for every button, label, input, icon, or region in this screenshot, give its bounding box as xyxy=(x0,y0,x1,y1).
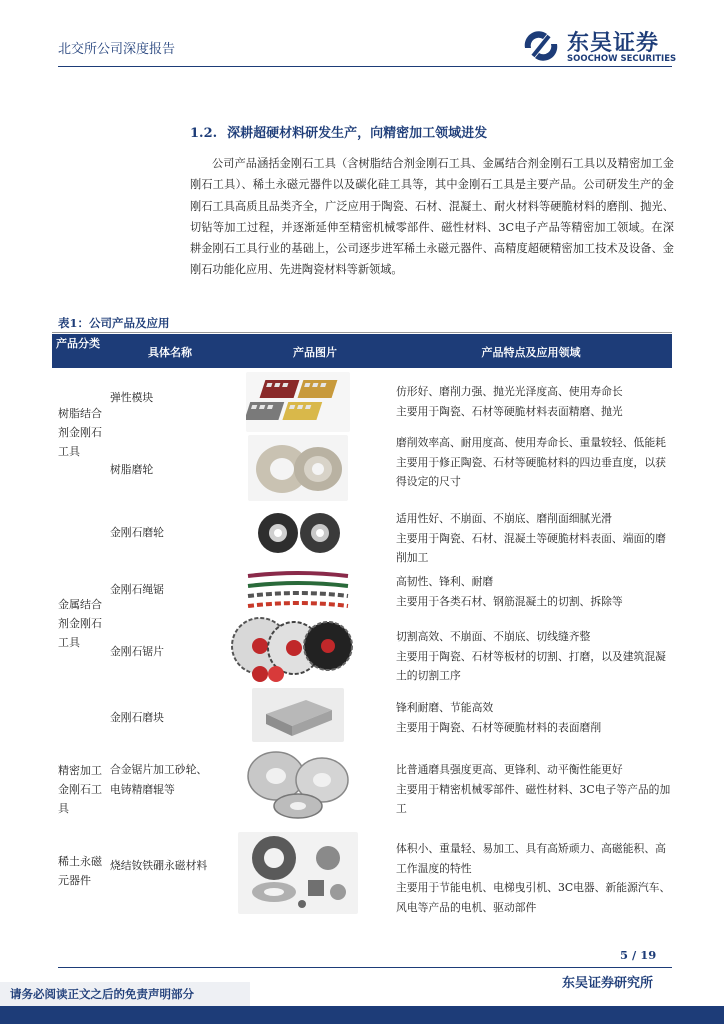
table-top-rule xyxy=(52,332,672,333)
row-name: 树脂磨轮 xyxy=(110,463,154,476)
row-name: 合金锯片加工砂轮、电铸精磨辊等 xyxy=(110,763,208,796)
row-description: 体积小、重量轻、易加工、具有高矫顽力、高磁能积、高工作温度的特性 主要用于节能电机、电梯曳引机、3C电器、新能源汽车、风电等产品的电机、驱动部件 xyxy=(396,842,671,914)
header-divider xyxy=(58,66,672,67)
row-name: 金刚石绳锯 xyxy=(110,583,164,596)
footer-bar xyxy=(0,1006,724,1024)
header-features: 产品特点及应用领域 xyxy=(481,346,581,359)
row-description: 锋利耐磨、节能高效 主要用于陶瓷、石材等硬脆材料的表面磨削 xyxy=(396,701,602,734)
disclaimer-banner xyxy=(0,982,250,1006)
table-caption: 表1：公司产品及应用 xyxy=(58,316,170,330)
row-description: 磨削效率高、耐用度高、使用寿命长、重量较轻、低能耗 主要用于修正陶瓷、石材等硬脆材料的四边垂直度，以获得设定的尺寸 xyxy=(396,436,666,488)
category-resin-bond: 树脂结合剂金刚石工具 xyxy=(58,407,102,458)
category-precision: 精密加工金刚石工具 xyxy=(58,764,102,815)
report-type-label: 北交所公司深度报告 xyxy=(58,42,176,57)
footer-divider xyxy=(58,967,672,968)
category-rare-earth-magnet: 稀土永磁元器件 xyxy=(58,855,102,887)
section-heading xyxy=(190,122,487,141)
precision-grinding-wheel-image xyxy=(240,746,356,822)
row-name: 弹性模块 xyxy=(110,391,154,404)
row-description: 仿形好、磨削力强、抛光光泽度高、使用寿命长 主要用于陶瓷、石材等硬脆材料表面精磨、抛光 xyxy=(396,385,623,418)
section-number: 1.2. xyxy=(190,126,218,141)
row-description: 比普通磨具强度更高、更锋利、动平衡性能更好 主要用于精密机械零部件、磁性材料、3C电子等产品的加工 xyxy=(396,763,671,815)
diamond-saw-blade-image xyxy=(230,614,354,684)
row-description: 高韧性、锋利、耐磨 主要用于各类石材、钢筋混凝土的切割、拆除等 xyxy=(396,575,623,608)
table-header-row xyxy=(52,334,672,368)
soochow-logo-mark-icon xyxy=(521,26,561,66)
diamond-block-image xyxy=(252,688,344,742)
logo-english-name: SOOCHOW SECURITIES xyxy=(567,54,677,64)
institute-name: 东吴证券研究所 xyxy=(562,976,654,991)
header-image: 产品图片 xyxy=(293,346,337,359)
resin-wheel-image xyxy=(248,435,348,501)
diamond-wheel-image xyxy=(250,510,346,556)
row-description: 切割高效、不崩面、不崩底、切线缝齐整 主要用于陶瓷、石材等板材的切割、打磨，以及建筑混凝土的切割工序 xyxy=(396,630,666,682)
disclaimer-text: 请务必阅读正文之后的免责声明部分 xyxy=(10,987,194,1001)
body-paragraph: 公司产品涵括金刚石工具（含树脂结合剂金刚石工具、金属结合剂金刚石工具以及精密加工金刚石工具）、稀土永磁元器件以及碳化硅工具等，其中金刚石工具是主要产品。公司研发生产的金刚石工具高质且品类齐全，广泛应用于陶瓷、石材、混凝土、耐火材料等硬脆材料的磨削、抛光、切钻等加工过程，并逐渐延伸至精密机械零部件、磁性材料、3C电子产品等精密加工领域。在深耕金刚石工具行业的基础上，公司逐步进军稀土永磁元器件、高精度超硬精密加工技术及设备、金刚石功能化应用、先进陶瓷材料等新领域。 xyxy=(190,157,674,277)
row-name: 金刚石锯片 xyxy=(110,645,164,658)
elastic-module-image xyxy=(246,372,350,432)
logo-chinese-name: 东吴证券 xyxy=(567,31,660,56)
ndfeb-magnet-image xyxy=(238,832,358,914)
row-name: 烧结钕铁硼永磁材料 xyxy=(110,859,208,872)
row-description: 适用性好、不崩面、不崩底、磨削面细腻光滑 主要用于陶瓷、石材、混凝土等硬脆材料表面、端面的磨削加工 xyxy=(396,512,666,564)
row-name: 金刚石磨块 xyxy=(110,711,164,724)
section-title: 深耕超硬材料研发生产，向精密加工领域进发 xyxy=(227,126,488,141)
category-metal-bond: 金属结合剂金刚石工具 xyxy=(58,598,102,649)
page-number: 5 / 19 xyxy=(620,948,657,962)
soochow-logo xyxy=(521,26,681,66)
header-name: 具体名称 xyxy=(148,346,192,359)
diamond-wire-saw-image xyxy=(246,568,350,612)
row-name: 金刚石磨轮 xyxy=(110,526,164,539)
header-category: 产品分类 xyxy=(56,337,100,350)
